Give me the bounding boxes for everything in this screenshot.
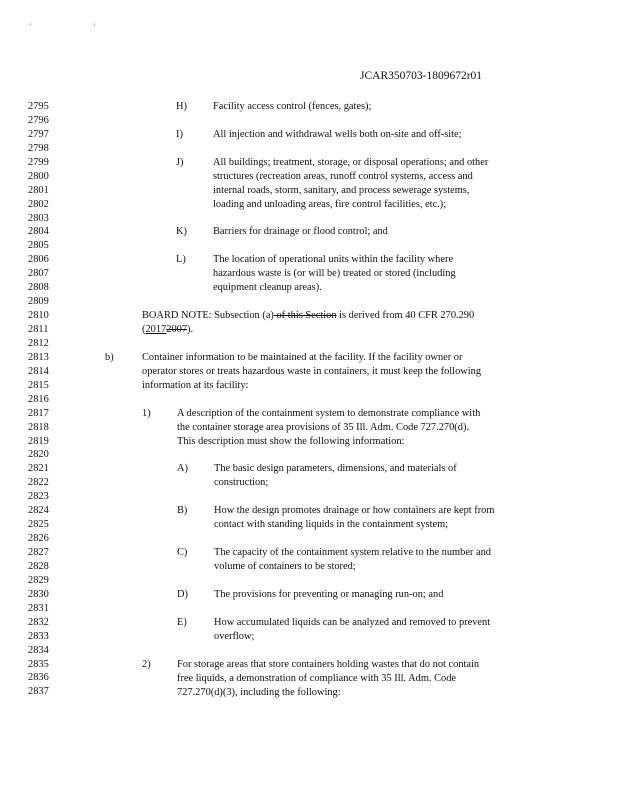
board-note-struck-text: of this Section xyxy=(273,310,337,321)
line-number-column xyxy=(28,100,58,699)
line-number: 2806 xyxy=(28,254,49,266)
line-number: 2824 xyxy=(28,505,49,517)
line-number: 2819 xyxy=(28,435,49,447)
item-h-label: H) xyxy=(176,101,187,112)
line-number: 2812 xyxy=(28,337,49,349)
line-number: 2811 xyxy=(28,324,49,335)
document-id: JCAR350703-1809672r01 xyxy=(360,70,483,82)
line-number: 2828 xyxy=(28,560,49,572)
line-number: 2797 xyxy=(28,128,49,140)
item-j-text: All buildings; treatment, storage, or disposal operations; and other structures (recreation areas, runoff control systems, access and internal roads, storm, sanitary, and process sewerage systems, loading and unloading areas, fire control facilities, etc.); xyxy=(213,157,489,210)
board-note-prefix: BOARD NOTE: Subsection (a) xyxy=(142,310,274,321)
line-number: 2801 xyxy=(28,184,49,196)
line-number: 2822 xyxy=(28,477,49,489)
subitem-c-text: The capacity of the containment system relative to the number and volume of containers to be stored; xyxy=(214,547,491,572)
item-j-label: J) xyxy=(176,157,184,168)
subitem-b-text: How the design promotes drainage or how containers are kept from contact with standing liquids in the containment system; xyxy=(214,505,495,530)
board-note: BOARD NOTE: Subsection (a) of this Section is derived from 40 CFR 270.290 (20172007). xyxy=(142,310,475,335)
line-number: 2803 xyxy=(28,212,49,224)
subitem-d-text: The provisions for preventing or managing run-on; and xyxy=(214,589,444,600)
subitem-a-text: The basic design parameters, dimensions, and materials of construction; xyxy=(214,463,457,488)
line-number: 2830 xyxy=(28,588,49,600)
section-b-text: Container information to be maintained at the facility. If the facility owner or operator stores or treats hazardous waste in containers, it must keep the following information at its facility: xyxy=(142,352,482,391)
item-1-label: 1) xyxy=(142,408,151,419)
line-number: 2820 xyxy=(28,449,49,461)
subitem-e-label: E) xyxy=(177,617,187,628)
item-i-label: I) xyxy=(176,129,183,140)
line-number: 2835 xyxy=(28,658,49,670)
line-number: 2807 xyxy=(28,268,49,280)
line-number: 2802 xyxy=(28,198,49,210)
line-number: 2809 xyxy=(28,296,49,308)
line-number: 2795 xyxy=(28,101,49,112)
item-l-text: The location of operational units within the facility where hazardous waste is (or will be) treated or stored (including equipment cleanup areas). xyxy=(213,254,456,293)
line-number: 2804 xyxy=(28,226,49,238)
subitem-e-text: How accumulated liquids can be analyzed and removed to prevent overflow; xyxy=(214,617,491,642)
item-2-label: 2) xyxy=(142,659,151,670)
subitem-d-label: D) xyxy=(177,589,188,600)
item-h-text: Facility access control (fences, gates); xyxy=(213,101,372,112)
board-note-struck-year: 2007 xyxy=(166,323,188,335)
board-note-inserted-year: 2017 xyxy=(145,323,167,335)
subitem-c-label: C) xyxy=(177,547,188,558)
item-1-text: A description of the containment system to demonstrate compliance with the container storage area provisions of 35 Ill. Adm. Code 727.270(d). This description must show the following information: xyxy=(177,408,481,447)
line-number: 2823 xyxy=(28,491,49,503)
item-i-text: All injection and withdrawal wells both on-site and off-site; xyxy=(213,129,462,140)
line-number: 2827 xyxy=(28,547,49,558)
line-number: 2817 xyxy=(28,407,49,419)
line-number: 2821 xyxy=(28,463,49,475)
section-b-label: b) xyxy=(105,352,114,363)
scan-marks: ' ' xyxy=(30,22,125,31)
line-number: 2831 xyxy=(28,602,49,614)
item-k-label: K) xyxy=(176,226,187,237)
line-number: 2815 xyxy=(28,379,49,391)
line-number: 2814 xyxy=(28,365,49,377)
line-number: 2837 xyxy=(28,686,49,698)
line-number: 2813 xyxy=(28,351,49,363)
subitem-a-label: A) xyxy=(177,463,188,474)
line-number: 2836 xyxy=(28,672,49,684)
line-number: 2818 xyxy=(28,421,49,433)
item-l-label: L) xyxy=(176,254,186,265)
line-number: 2796 xyxy=(28,114,49,126)
board-note-middle: is derived from 40 CFR 270.290 xyxy=(336,310,475,321)
line-number: 2808 xyxy=(28,282,49,294)
line-number: 2829 xyxy=(28,574,49,586)
line-number: 2816 xyxy=(28,393,49,405)
line-number: 2800 xyxy=(28,170,49,182)
line-number: 2832 xyxy=(28,616,49,628)
item-2-text: For storage areas that store containers holding wastes that do not contain free liquids, a demonstration of compliance with 35 Ill. Adm. Code 727.270(d)(3), including the following: xyxy=(177,659,480,698)
line-number: 2834 xyxy=(28,644,49,656)
line-number: 2805 xyxy=(28,240,49,252)
item-k-text: Barriers for drainage or flood control; and xyxy=(213,226,388,237)
subitem-b-label: B) xyxy=(177,505,188,516)
line-number: 2799 xyxy=(28,156,49,168)
line-number: 2810 xyxy=(28,310,49,322)
line-number: 2825 xyxy=(28,519,49,531)
line-number: 2833 xyxy=(28,630,49,642)
line-number: 2798 xyxy=(28,142,49,154)
line-number: 2826 xyxy=(28,533,49,545)
